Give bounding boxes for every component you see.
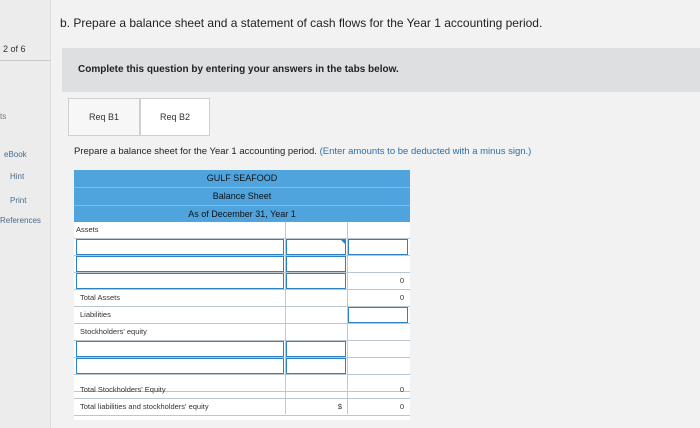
instruction-banner bbox=[62, 48, 700, 92]
equity-amount-input[interactable] bbox=[286, 358, 346, 374]
equity-amount-input[interactable] bbox=[286, 341, 346, 357]
table-row bbox=[74, 341, 410, 358]
total-le-dollar-cell bbox=[286, 399, 346, 415]
tab-req-b2[interactable]: Req B2 bbox=[140, 98, 210, 136]
company-name: GULF SEAFOOD bbox=[74, 170, 410, 188]
assets-label: Assets bbox=[76, 225, 99, 234]
table-row bbox=[74, 290, 410, 307]
asset-subtotal-cell bbox=[348, 273, 408, 289]
asset-account-input[interactable] bbox=[76, 273, 284, 289]
table-row bbox=[74, 222, 410, 239]
statement-title: Balance Sheet bbox=[74, 188, 410, 206]
total-se-cell bbox=[348, 382, 408, 398]
instruction-text bbox=[74, 146, 531, 157]
total-le-value: 0 bbox=[399, 402, 404, 411]
table-row bbox=[74, 307, 410, 324]
total-assets-label: Total Assets bbox=[80, 293, 121, 302]
asset-amount-input[interactable] bbox=[286, 239, 346, 255]
sidebar bbox=[0, 0, 51, 428]
page-counter: 2 of 6 bbox=[3, 44, 26, 54]
total-assets-value: 0 bbox=[399, 293, 404, 302]
table-row bbox=[74, 399, 410, 416]
instruction-main: Prepare a balance sheet for the Year 1 accounting period. bbox=[74, 146, 317, 157]
liabilities-label: Liabilities bbox=[80, 310, 111, 319]
sidebar-item-print[interactable]: Print bbox=[10, 196, 27, 205]
instruction-note: (Enter amounts to be deducted with a minus sign.) bbox=[319, 146, 532, 157]
tab-req-b1[interactable]: Req B1 bbox=[68, 98, 140, 136]
table-row bbox=[74, 256, 410, 273]
table-row bbox=[74, 358, 410, 375]
asset-subtotal-value: 0 bbox=[399, 276, 404, 285]
total-le-label: Total liabilities and stockholders' equity bbox=[80, 402, 209, 411]
asset-total-cell bbox=[348, 256, 408, 272]
liabilities-total-input[interactable] bbox=[348, 307, 408, 323]
total-se-label: Total Stockholders' Equity bbox=[80, 385, 166, 394]
asset-account-input[interactable] bbox=[76, 256, 284, 272]
statement-date: As of December 31, Year 1 bbox=[74, 206, 410, 222]
balance-sheet-table bbox=[74, 170, 410, 420]
input-flag-icon bbox=[341, 240, 345, 244]
asset-amount-input[interactable] bbox=[286, 256, 346, 272]
question-heading: b. Prepare a balance sheet and a statement of cash flows for the Year 1 accounting period. bbox=[60, 16, 543, 30]
table-row bbox=[74, 239, 410, 256]
sidebar-divider bbox=[0, 60, 50, 61]
banner-text: Complete this question by entering your answers in the tabs below. bbox=[78, 64, 399, 75]
asset-amount-input[interactable] bbox=[286, 273, 346, 289]
total-assets-cell bbox=[348, 290, 408, 306]
total-se-value: 0 bbox=[399, 385, 404, 394]
sidebar-item-ebook[interactable]: eBook bbox=[4, 150, 27, 159]
asset-account-input[interactable] bbox=[76, 239, 284, 255]
equity-account-input[interactable] bbox=[76, 358, 284, 374]
asset-total-input[interactable] bbox=[348, 239, 408, 255]
sidebar-item-hint[interactable]: Hint bbox=[10, 172, 25, 181]
main-content bbox=[50, 0, 700, 428]
table-row bbox=[74, 273, 410, 290]
sidebar-partial-label: ts bbox=[0, 112, 7, 121]
table-row bbox=[74, 324, 410, 341]
total-le-cell bbox=[348, 399, 408, 415]
dollar-sign: $ bbox=[337, 402, 342, 411]
stockholders-equity-label: Stockholders' equity bbox=[80, 327, 147, 336]
sidebar-item-references[interactable]: References bbox=[0, 216, 41, 225]
equity-account-input[interactable] bbox=[76, 341, 284, 357]
table-row bbox=[74, 382, 410, 399]
